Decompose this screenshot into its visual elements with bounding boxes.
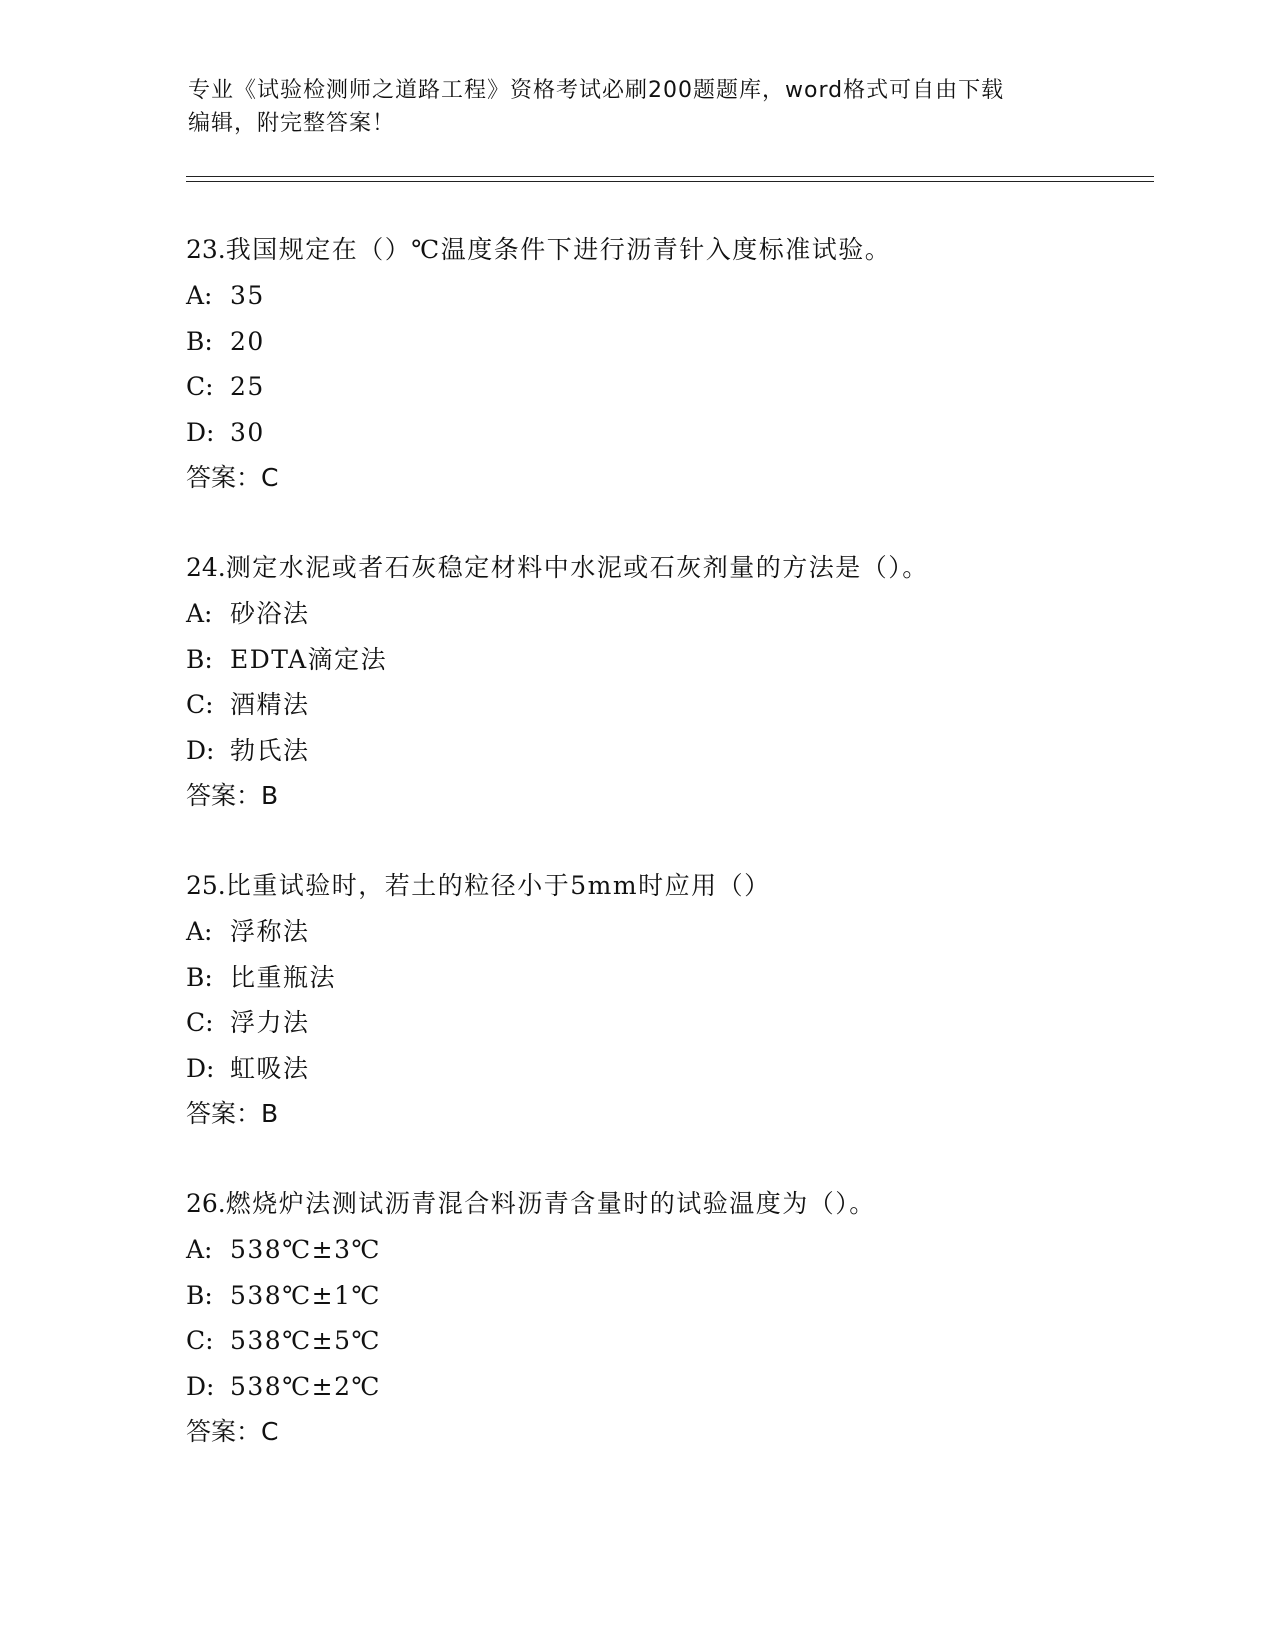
option-c — [186, 1003, 1146, 1049]
option-b — [186, 958, 1146, 1004]
option-letter: A: — [186, 917, 213, 946]
option-text: 35 — [230, 281, 265, 310]
option-text: 538℃±5℃ — [230, 1326, 382, 1355]
question-text: 比重试验时，若土的粒径小于5mm时应用（） — [225, 871, 771, 900]
question-25 — [186, 866, 1146, 1184]
question-number: 24. — [186, 553, 226, 582]
header-line-1: 专业《试验检测师之道路工程》资格考试必刷200题题库，word格式可自由下载 — [188, 78, 1005, 103]
option-text: 25 — [230, 372, 265, 401]
question-stem — [186, 1184, 1146, 1230]
question-text: 燃烧炉法测试沥青混合料沥青含量时的试验温度为（）。 — [225, 1189, 876, 1218]
option-d — [186, 1367, 1146, 1413]
question-stem — [186, 866, 1146, 912]
option-text: EDTA滴定法 — [230, 644, 388, 674]
option-text: 酒精法 — [230, 690, 310, 719]
option-text: 浮称法 — [230, 917, 310, 946]
question-number: 26. — [186, 1189, 226, 1218]
answer-line: 答案：B — [186, 781, 279, 810]
document-header — [188, 74, 1068, 140]
option-letter: C: — [186, 1008, 214, 1037]
option-letter: B: — [186, 644, 213, 674]
option-a — [186, 594, 1146, 640]
answer-line: 答案：B — [186, 1099, 279, 1128]
option-letter: C: — [186, 1326, 214, 1355]
header-line-2: 编辑，附完整答案！ — [188, 111, 396, 136]
header-divider-top — [186, 176, 1154, 177]
option-b — [186, 640, 1146, 686]
question-26 — [186, 1184, 1146, 1502]
question-stem — [186, 230, 1146, 276]
option-text: 虹吸法 — [230, 1053, 310, 1083]
question-number: 23. — [186, 235, 226, 264]
option-letter: A: — [186, 281, 213, 310]
option-letter: B: — [186, 326, 213, 356]
option-a — [186, 912, 1146, 958]
question-text: 我国规定在（）℃温度条件下进行沥青针入度标准试验。 — [225, 235, 892, 264]
option-letter: D: — [186, 735, 215, 765]
option-letter: B: — [186, 1280, 213, 1310]
question-23 — [186, 230, 1146, 548]
option-text: 砂浴法 — [230, 599, 310, 628]
question-24 — [186, 548, 1146, 866]
option-text: 538℃±1℃ — [230, 1280, 382, 1310]
option-text: 勃氏法 — [230, 735, 310, 765]
option-text: 20 — [230, 326, 265, 356]
option-letter: D: — [186, 417, 215, 447]
answer-line: 答案：C — [186, 1417, 279, 1446]
option-d — [186, 413, 1146, 459]
option-c — [186, 1321, 1146, 1367]
option-letter: C: — [186, 372, 214, 401]
option-text: 538℃±2℃ — [230, 1371, 382, 1401]
option-text: 浮力法 — [230, 1008, 310, 1037]
option-c — [186, 685, 1146, 731]
option-a — [186, 276, 1146, 322]
option-text: 538℃±3℃ — [230, 1235, 382, 1264]
option-letter: A: — [186, 1235, 213, 1264]
option-letter: D: — [186, 1371, 215, 1401]
option-d — [186, 1049, 1146, 1095]
question-number: 25. — [186, 871, 226, 900]
answer-line: 答案：C — [186, 463, 279, 492]
question-text: 测定水泥或者石灰稳定材料中水泥或石灰剂量的方法是（）。 — [225, 553, 929, 582]
option-letter: C: — [186, 690, 214, 719]
question-list — [186, 230, 1146, 1502]
question-stem — [186, 548, 1146, 594]
option-letter: B: — [186, 962, 213, 992]
option-text: 比重瓶法 — [230, 962, 337, 992]
option-b — [186, 1276, 1146, 1322]
option-d — [186, 731, 1146, 777]
option-letter: A: — [186, 599, 213, 628]
header-divider-bottom — [186, 181, 1154, 182]
option-text: 30 — [230, 417, 265, 447]
option-c — [186, 367, 1146, 413]
option-b — [186, 322, 1146, 368]
option-a — [186, 1230, 1146, 1276]
option-letter: D: — [186, 1053, 215, 1083]
